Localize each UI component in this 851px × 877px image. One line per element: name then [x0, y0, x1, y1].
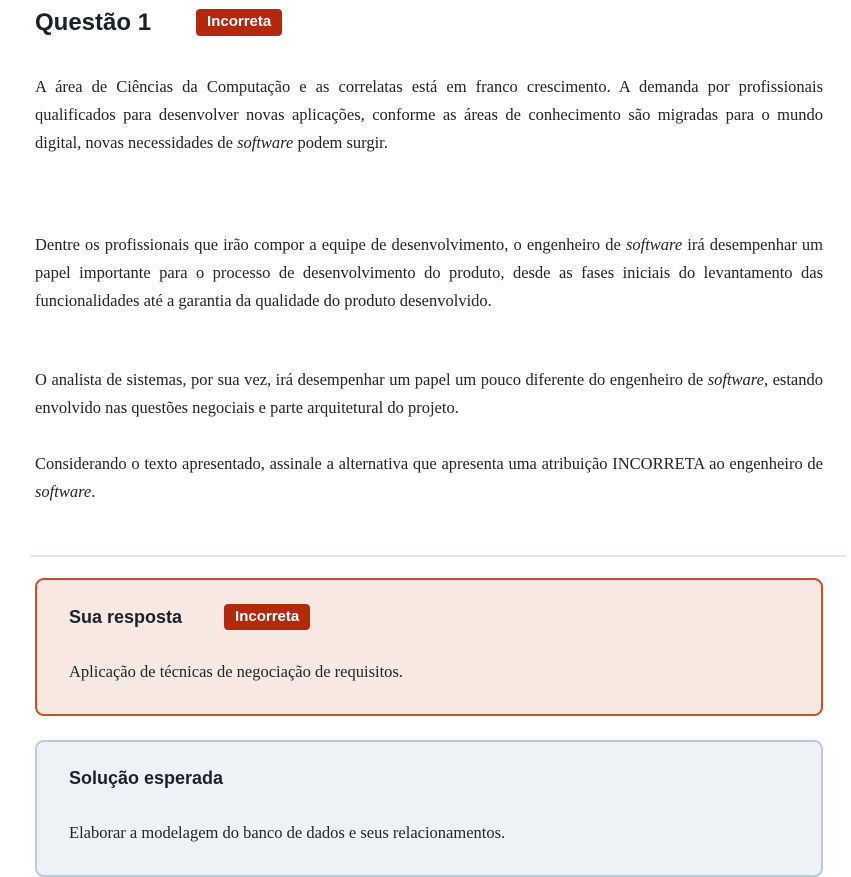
- question-status-badge: Incorreta: [196, 9, 282, 35]
- section-divider: [30, 555, 846, 557]
- your-answer-box: [35, 578, 823, 716]
- question-header: [35, 8, 823, 37]
- question-paragraph: Considerando o texto apresentado, assinale a alternativa que apresenta uma atribuição INCORRETA ao engenheiro de software.: [35, 454, 823, 501]
- question-paragraph: A área de Ciências da Computação e as correlatas está em franco crescimento. A demanda por profissionais qualificados para desenvolver novas aplicações, conforme as áreas de conhecimento são migradas para o mundo digital, novas necessidades de software podem surgir.: [35, 77, 823, 152]
- expected-solution-header: [69, 766, 789, 791]
- expected-solution-box: [35, 740, 823, 877]
- expected-solution-title: Solução esperada: [69, 768, 224, 789]
- expected-solution-text: Elaborar a modelagem do banco de dados e seus relacionamentos.: [69, 823, 506, 843]
- your-answer-status-badge: Incorreta: [224, 604, 310, 630]
- question-paragraph: Dentre os profissionais que irão compor a equipe de desenvolvimento, o engenheiro de software irá desempenhar um papel importante para o processo de desenvolvimento do produto, desde as fases iniciais do levantamento das funcionalidades até a garantia da qualidade do produto desenvolvido.: [35, 235, 824, 310]
- your-answer-title: Sua resposta: [69, 606, 183, 627]
- question-text: [35, 73, 823, 534]
- question-paragraph: O analista de sistemas, por sua vez, irá desempenhar um papel um pouco diferente do engenheiro de software, estando envolvido nas questões negociais e parte arquitetural do projeto.: [35, 370, 823, 417]
- your-answer-text: Aplicação de técnicas de negociação de requisitos.: [69, 662, 403, 682]
- question-review-page: [35, 8, 823, 877]
- your-answer-header: [69, 604, 789, 630]
- question-title: Questão 1: [35, 9, 152, 36]
